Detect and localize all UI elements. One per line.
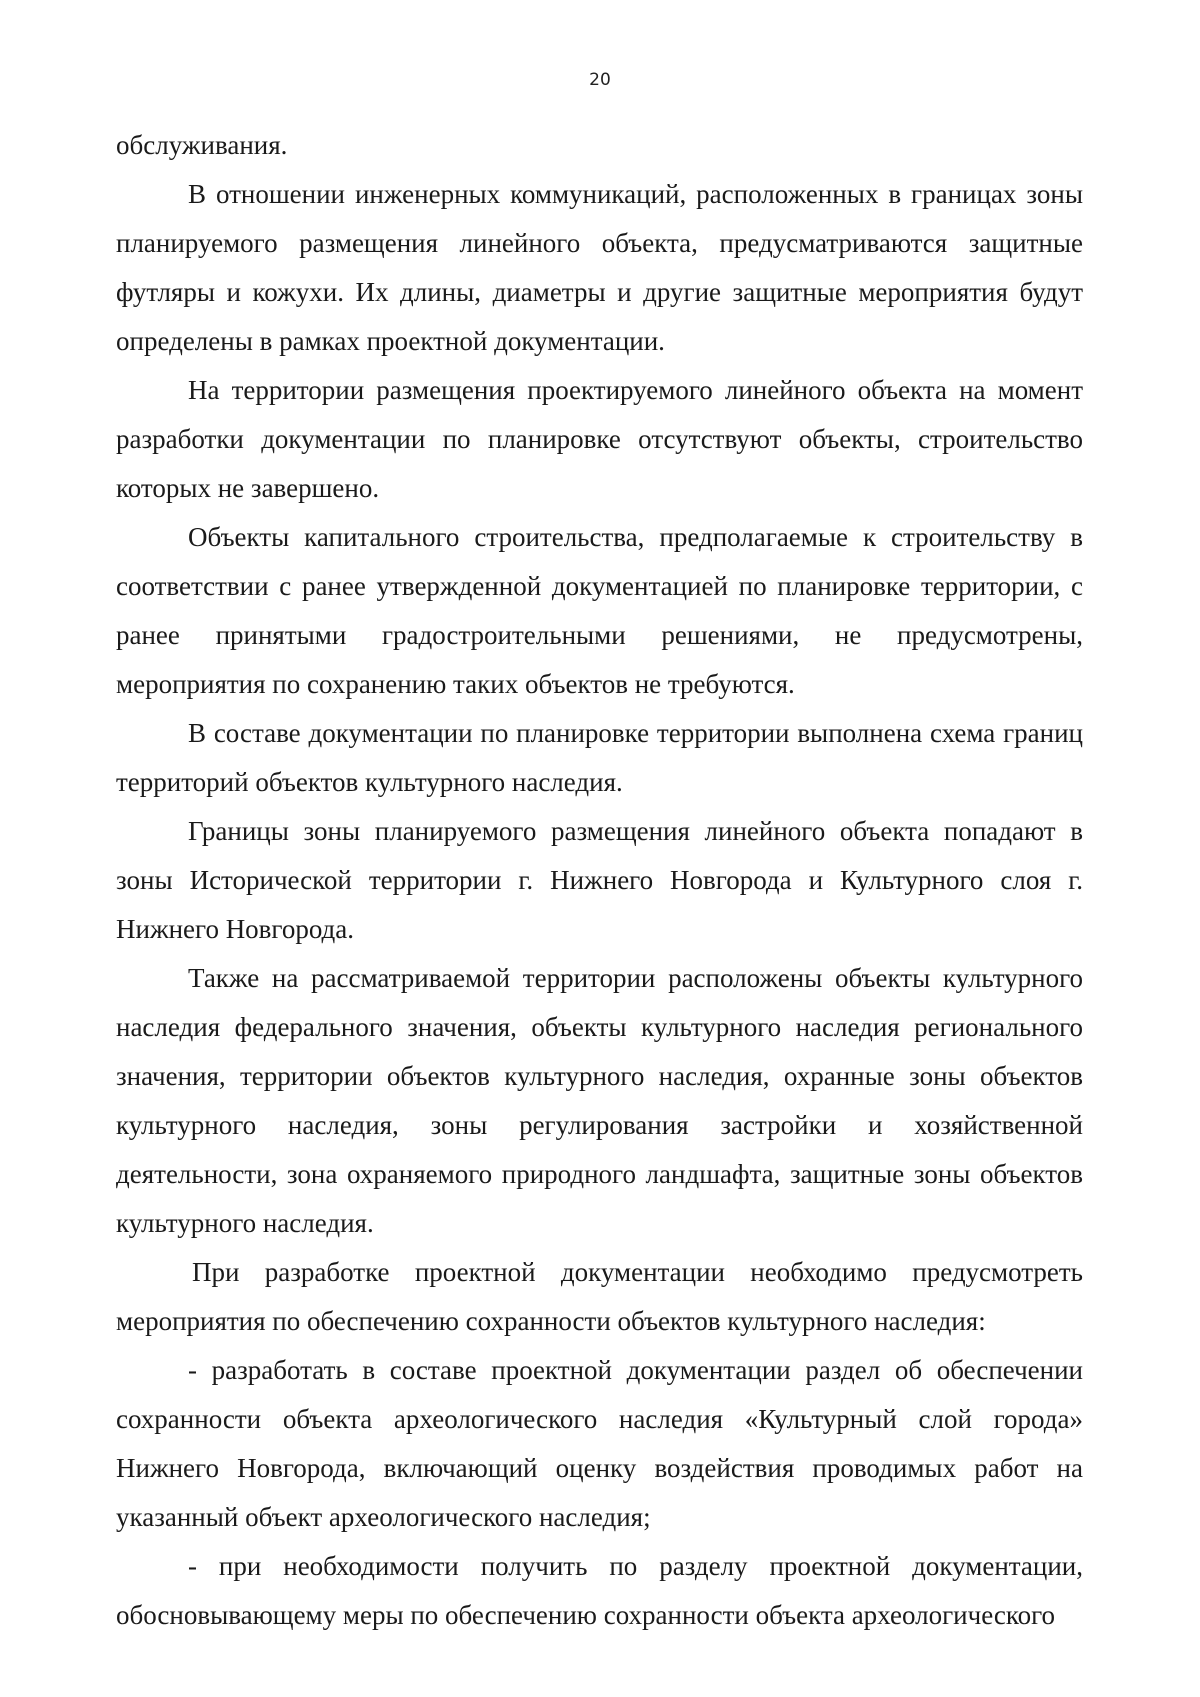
paragraph-design-measures: При разработке проектной документации необходимо предусмотреть мероприятия по обеспечению сохранности объектов культурного наследия: [116,1257,1083,1336]
paragraph-capital-construction: Объекты капитального строительства, предполагаемые к строительству в соответствии с ранее утвержденной документацией по планировке территории, с ранее принятыми градостроительными решениями, не предусмотрены, мероприятия по сохранению таких объектов не требуются. [116,522,1083,699]
list-item-archaeology-section: - разработать в составе проектной документации раздел об обеспечении сохранности объекта археологического наследия «Культурный слой города» Нижнего Новгорода, включающий оценку воздействия проводимых работ на указанный объект археологического наследия; [116,1355,1083,1532]
paragraph-unfinished-objects: На территории размещения проектируемого линейного объекта на момент разработки документации по планировке отсутствуют объекты, строительство которых не завершено. [116,375,1083,503]
list-item-obtain-approval: - при необходимости получить по разделу проектной документации, обосновывающему меры по обеспечению сохранности объекта археологического [116,1551,1083,1630]
paragraph-engineering-communications: В отношении инженерных коммуникаций, расположенных в границах зоны планируемого размещения линейного объекта, предусматриваются защитные футляры и кожухи. Их длины, диаметры и другие защитные мероприятия будут определены в рамках проектной документации. [116,179,1083,356]
paragraph-heritage-objects: Также на рассматриваемой территории расположены объекты культурного наследия федерального значения, объекты культурного наследия регионального значения, территории объектов культурного наследия, охранные зоны объектов культурного наследия, зоны регулирования застройки и хозяйственной деятельности, зона охраняемого природного ландшафта, защитные зоны объектов культурного наследия. [116,963,1083,1238]
document-body [116,121,1083,1640]
page-number: 20 [589,70,611,90]
paragraph-continuation: обслуживания. [116,130,288,160]
paragraph-heritage-scheme: В составе документации по планировке территории выполнена схема границ территорий объектов культурного наследия. [116,718,1083,797]
paragraph-zone-boundaries: Границы зоны планируемого размещения линейного объекта попадают в зоны Исторической территории г. Нижнего Новгорода и Культурного слоя г. Нижнего Новгорода. [116,816,1083,944]
